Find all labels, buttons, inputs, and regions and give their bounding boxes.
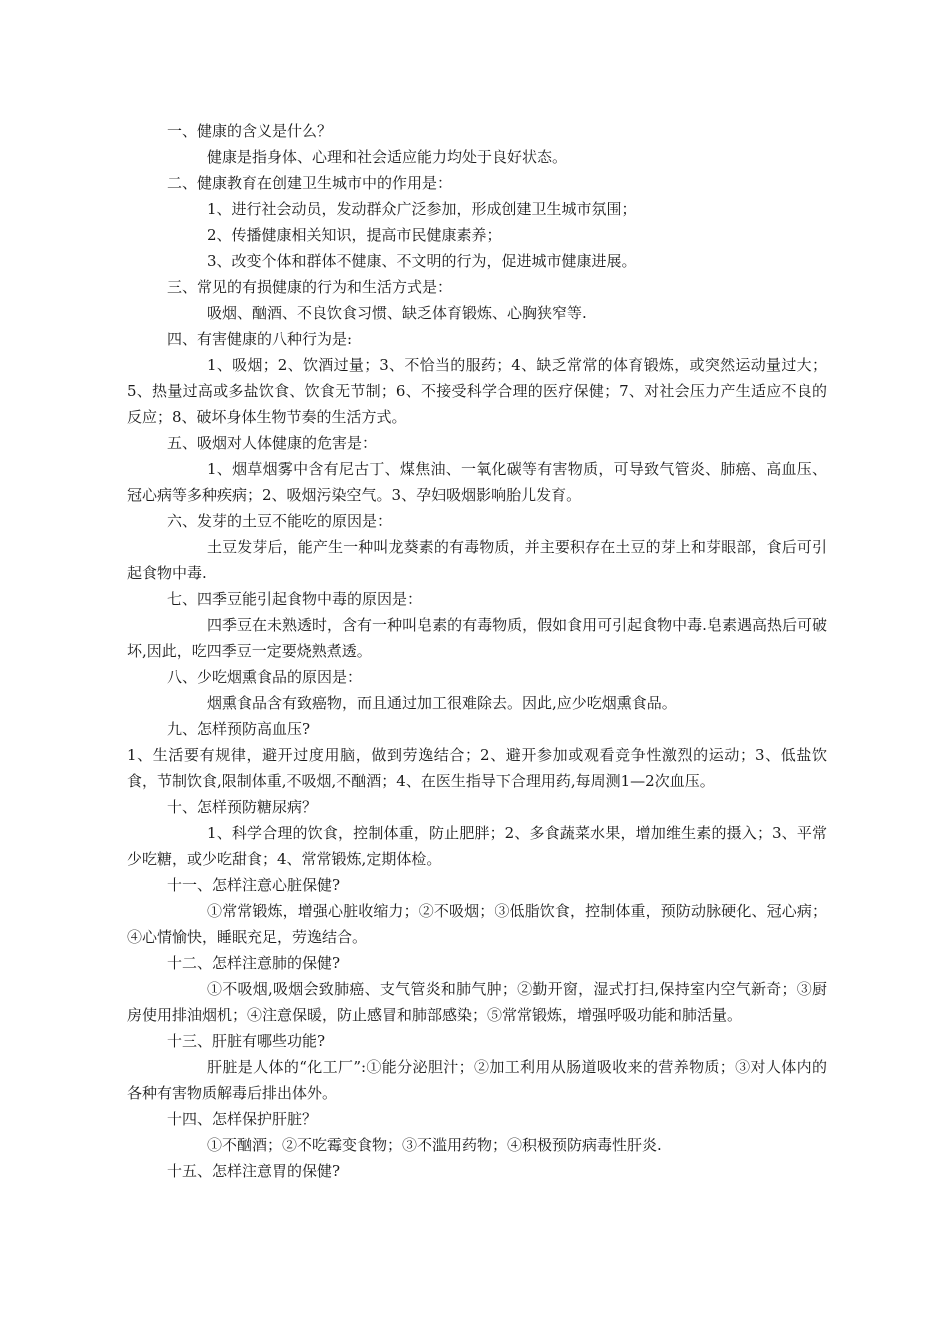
question-heading: 二、健康教育在创建卫生城市中的作用是： xyxy=(167,174,453,192)
question-heading: 十二、怎样注意肺的保健? xyxy=(167,954,341,972)
answer-paragraph: 土豆发芽后，能产生一种叫龙葵素的有毒物质，并主要积存在土豆的芽上和芽眼部，食后可引起食物中毒. xyxy=(127,538,827,582)
question-heading: 七、四季豆能引起食物中毒的原因是： xyxy=(167,590,423,608)
answer-paragraph: 2、传播健康相关知识，提高市民健康素养； xyxy=(207,226,502,244)
answer-paragraph: ①不吸烟,吸烟会致肺癌、支气管炎和肺气肿；②勤开窗，湿式打扫,保持室内空气新奇；③厨房使用排油烟机；④注意保暖，防止感冒和肺部感染；⑤常常锻炼，增强呼吸功能和肺活量。 xyxy=(127,980,827,1024)
question-heading: 一、健康的含义是什么？ xyxy=(167,122,333,140)
answer-paragraph: 吸烟、酗酒、不良饮食习惯、缺乏体育锻炼、心胸狭窄等. xyxy=(207,304,587,322)
answer-paragraph: 健康是指身体、心理和社会适应能力均处于良好状态。 xyxy=(207,148,568,166)
answer-paragraph: 四季豆在未熟透时，含有一种叫皂素的有毒物质，假如食用可引起食物中毒.皂素遇高热后可破坏,因此，吃四季豆一定要烧熟煮透。 xyxy=(127,616,827,660)
question-heading: 十五、怎样注意胃的保健? xyxy=(167,1162,341,1180)
answer-paragraph: 3、改变个体和群体不健康、不文明的行为，促进城市健康进展。 xyxy=(207,252,637,270)
question-heading: 六、发芽的土豆不能吃的原因是： xyxy=(167,512,393,530)
answer-paragraph: 1、烟草烟雾中含有尼古丁、煤焦油、一氧化碳等有害物质，可导致气管炎、肺癌、高血压、冠心病等多种疾病；2、吸烟污染空气。3、孕妇吸烟影响胎儿发育。 xyxy=(127,460,827,504)
answer-paragraph: 1、进行社会动员，发动群众广泛参加，形成创建卫生城市氛围； xyxy=(207,200,637,218)
question-heading: 九、怎样预防高血压? xyxy=(167,720,311,738)
answer-paragraph: 1、吸烟；2、饮酒过量；3、不恰当的服药；4、缺乏常常的体育锻炼，或突然运动量过大；5、热量过高或多盐饮食、饮食无节制；6、不接受科学合理的医疗保健；7、对社会压力产生适应不良的反应；8、破坏身体生物节奏的生活方式。 xyxy=(127,356,827,426)
answer-paragraph: 1、生活要有规律，避开过度用脑，做到劳逸结合；2、避开参加或观看竞争性激烈的运动；3、低盐饮食，节制饮食,限制体重,不吸烟,不酗酒；4、在医生指导下合理用药,每周测1—2次血压。 xyxy=(127,746,827,790)
question-heading: 十三、肝脏有哪些功能? xyxy=(167,1032,326,1050)
document-page xyxy=(127,118,827,1184)
question-heading: 八、少吃烟熏食品的原因是： xyxy=(167,668,363,686)
question-heading: 十一、怎样注意心脏保健? xyxy=(167,876,341,894)
answer-paragraph: 烟熏食品含有致癌物，而且通过加工很难除去。因此,应少吃烟熏食品。 xyxy=(207,694,677,712)
question-heading: 四、有害健康的八种行为是: xyxy=(167,330,353,348)
answer-paragraph: 肝脏是人体的“化工厂”:①能分泌胆汁；②加工利用从肠道吸收来的营养物质；③对人体内的各种有害物质解毒后排出体外。 xyxy=(127,1058,827,1102)
answer-paragraph: ①不酗酒；②不吃霉变食物；③不滥用药物；④积极预防病毒性肝炎. xyxy=(207,1136,662,1154)
question-heading: 十、怎样预防糖尿病？ xyxy=(167,798,318,816)
answer-paragraph: ①常常锻炼，增强心脏收缩力；②不吸烟；③低脂饮食，控制体重，预防动脉硬化、冠心病；④心情愉快，睡眠充足，劳逸结合。 xyxy=(127,902,827,946)
question-heading: 五、吸烟对人体健康的危害是： xyxy=(167,434,378,452)
answer-paragraph: 1、科学合理的饮食，控制体重，防止肥胖；2、多食蔬菜水果，增加维生素的摄入；3、平常少吃糖，或少吃甜食；4、常常锻炼,定期体检。 xyxy=(127,824,827,868)
question-heading: 三、常见的有损健康的行为和生活方式是： xyxy=(167,278,453,296)
question-heading: 十四、怎样保护肝脏？ xyxy=(167,1110,318,1128)
